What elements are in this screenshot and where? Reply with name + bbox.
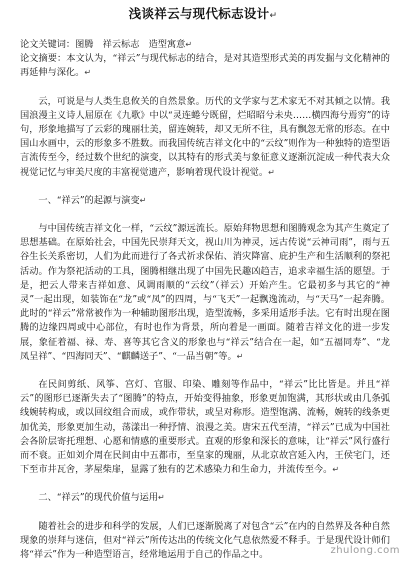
page-title (0, 6, 406, 24)
site-watermark: zhulong.com (330, 545, 400, 556)
title-text: 浅谈祥云与现代标志设计 (128, 6, 270, 21)
blank-line (20, 364, 390, 378)
paragraph-mark-icon: ↵ (236, 351, 244, 361)
blank-line (20, 180, 390, 194)
blank-line (20, 477, 390, 491)
paragraph-mark-icon: ↵ (158, 493, 165, 503)
paragraph-mark-icon: ↵ (269, 11, 278, 21)
paragraph-mark-icon: ↵ (332, 465, 340, 475)
keywords-line: 论文关键词：图腾 祥云标志 造型寓意↵ (20, 39, 193, 50)
section-heading-1: 一、“祥云”的起源与演变↵ (38, 194, 147, 206)
paragraph-mark-icon: ↵ (185, 40, 193, 49)
document-body (20, 38, 390, 562)
paragraph-mark-icon: ↵ (268, 167, 275, 177)
body-paragraph-3: 在民间剪纸、风筝、宫灯、官服、印染、雕刻等作品中，“祥云”比比皆是。并且“祥云”的图形已逐渐失去了“图腾”的特点，开始变得抽象，形象更加饱满，其形状或由几条弧线婉转构成，或以回纹组合而成，或作带状，或呈对称形。造型饱满、流畅，婉转的线条更加优美，形象更加生动，荡漾出一种抒情、浪漫之美。唐宋五代至清，“祥云”已成为中国社会各阶层寄托理想、心愿和情感的重要形式。直观的形象和深长的意味，让“祥云”风行盛行而不衰。正如刘介周在民间由中五都市，至皇家的瑰丽，从北京故宫延入内，王侯宅门，还下至市井瓦舍，茅屋柴扉，显露了独有的艺术感染力和生命力，并流传至今。↵ (20, 379, 390, 476)
body-paragraph-1: 云，可说是与人类生息攸关的自然景象。历代的文学家与艺术家无不对其倾之以情。我国浪漫主义诗人屈原在《九歌》中以“灵连蜷兮既留，烂昭昭兮未央……横四海兮焉穷”的诗句，形象地描写了云彩的瑰丽壮美，留连婉转，却又无所不往，具有飘忽无常的形态。在中国山水画中，云的形象多不胜数。而我国传统吉祥文化中的“云纹”则作为一种独特的造型语言流传至今，经过数个世纪的演变，以其特有的形式美与象征意义逐渐沉淀成一种代表大众视觉记忆与审美尺度的丰富视觉遗产，影响着现代设计视觉。↵ (20, 95, 390, 178)
abstract-paragraph: 论文摘要：本文认为，“祥云”与现代标志的结合，是对其造型形式美的再发掘与文化精神的再延伸与深化。↵ (20, 53, 390, 79)
blank-line (20, 81, 390, 95)
paragraph-mark-icon: ↵ (139, 195, 147, 205)
body-paragraph-4: 随着社会的进步和科学的发展，人们已逐渐脱离了对包含“云”在内的自然界及各种自然现象的崇拜与迷信，但对“祥云”所传达出的传统文化气息依然爱不释手。于是现代设计师们将“祥云”作为一种造型语言，经常地运用于自己的作品之中。 (20, 520, 390, 561)
paragraph-mark-icon: ↵ (84, 68, 92, 78)
blank-line (20, 208, 390, 222)
section-heading-2: 二、“祥云”的现代价值与运用↵ (38, 492, 165, 504)
blank-line (20, 506, 390, 520)
body-paragraph-2: 与中国传统吉祥文化一样，“云纹”源远流长。原始拜物思想和图腾观念为其产生奠定了思想基础。在原始社会，中国先民崇拜天文，视山川为神灵，远古传说“云神司雨”，雨与五谷生长关系密切，人们为此而进行了各式祈求保佑、消灾降富、庇护生产和生活顺利的祭祀活动。作为祭祀活动的工具，图腾相继出现了中国先民趣凶趋吉，追求幸福生活的愿望。于是，把云人带来吉祥如意、风调雨顺的“云纹”（祥云）开始产生。它最初多与其它的“神灵”一起出现，如装饰在“龙”或“凤”的四周，与“飞天”一起飘逸流动，与“天马”一起奔腾。此时的“祥云”常常被作为一种辅助图形出现，造型流畅，多采用适形手法。它有时出现在图腾的边缘四周或中心部位，有时也作为背景，所向着是一画面。随着吉祥文化的进一步发展，象征着福、禄、寿、喜等其它含义的形象也与“祥云”结合在一起，如“五福同寿”、“龙凤呈祥”、“四海同天”、“麒麟送子”、“一品当朝”等。↵ (20, 223, 390, 362)
